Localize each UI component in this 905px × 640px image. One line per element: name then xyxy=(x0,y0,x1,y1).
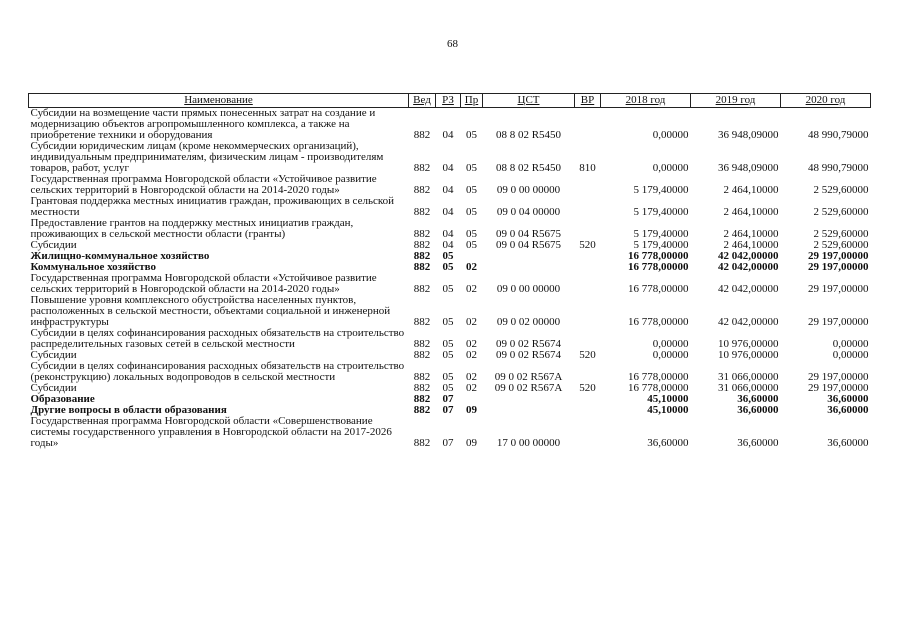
header-cst: ЦСТ xyxy=(483,94,575,108)
cell-pr: 05 xyxy=(466,206,477,218)
cell-pr: 05 xyxy=(466,162,477,174)
cell-2018: 0,00000 xyxy=(652,349,689,361)
cell-rz: 05 xyxy=(442,261,454,273)
cell-2018: 45,10000 xyxy=(647,404,689,416)
cell-vr xyxy=(575,416,601,449)
cell-name: Другие вопросы в области образования xyxy=(30,404,227,416)
cell-name: Государственная программа Новгородской области «Устойчивое развитие сельских территорий в Новгородской области на 2014-2020 годы» xyxy=(30,173,377,196)
cell-2019: 31 066,00000 xyxy=(718,371,779,383)
cell-name: Субсидии в целях софинансирования расходных обязательств на строительство (реконструкцию) локальных водопроводов в сельской местности xyxy=(30,360,405,383)
cell-2018: 16 778,00000 xyxy=(628,316,689,328)
cell-name: Субсидии на возмещение части прямых понесенных затрат на создание и модернизацию объектов агропромышленного комплекса, а также на приобретение техники и оборудования xyxy=(30,107,376,141)
cell-cst xyxy=(483,251,575,262)
header-2019: 2019 год xyxy=(691,94,781,108)
cell-2018: 5 179,40000 xyxy=(633,228,689,240)
cell-name: Субсидии xyxy=(30,349,77,361)
cell-ved: 882 xyxy=(413,206,431,218)
cell-2020: 2 529,60000 xyxy=(813,206,869,218)
table-row xyxy=(29,141,871,174)
cell-rz: 04 xyxy=(442,228,454,240)
header-2020: 2020 год xyxy=(781,94,871,108)
cell-2020: 48 990,79000 xyxy=(808,129,869,141)
header-name: Наименование xyxy=(29,94,409,108)
cell-pr: 02 xyxy=(466,382,477,394)
cell-cst: 09 0 02 R5674 xyxy=(495,338,562,350)
cell-vr xyxy=(575,328,601,350)
cell-name: Субсидии юридическим лицам (кроме некоммерческих организаций), индивидуальным предпринимателям, физическим лицам - производителям товаров, работ, услуг xyxy=(30,140,384,174)
cell-rz: 04 xyxy=(442,129,454,141)
cell-cst: 09 0 02 R567A xyxy=(494,382,563,394)
cell-cst xyxy=(483,394,575,405)
cell-2018: 0,00000 xyxy=(652,338,689,350)
cell-pr: 09 xyxy=(466,437,477,449)
cell-2019: 2 464,10000 xyxy=(723,228,779,240)
cell-2018: 0,00000 xyxy=(652,129,689,141)
cell-rz: 04 xyxy=(442,206,454,218)
cell-rz: 05 xyxy=(442,338,454,350)
cell-2019: 36,60000 xyxy=(737,437,779,449)
cell-pr: 02 xyxy=(466,261,477,273)
cell-cst: 09 0 02 00000 xyxy=(496,316,561,328)
cell-2020: 36,60000 xyxy=(827,393,869,405)
page-number: 68 xyxy=(447,38,458,50)
cell-name: Коммунальное хозяйство xyxy=(30,261,157,273)
cell-2020: 2 529,60000 xyxy=(813,228,869,240)
cell-2020: 48 990,79000 xyxy=(808,162,869,174)
cell-2020: 29 197,00000 xyxy=(808,382,869,394)
cell-2020: 29 197,00000 xyxy=(808,250,869,262)
cell-rz: 05 xyxy=(442,316,454,328)
cell-ved: 882 xyxy=(413,129,431,141)
cell-name: Субсидии xyxy=(30,382,77,394)
cell-rz: 05 xyxy=(442,283,454,295)
cell-2019: 31 066,00000 xyxy=(718,382,779,394)
cell-2018: 36,60000 xyxy=(647,437,689,449)
cell-2020: 0,00000 xyxy=(832,338,869,350)
cell-name: Субсидии xyxy=(30,239,77,251)
cell-name: Государственная программа Новгородской области «Устойчивое развитие сельских территорий в Новгородской области на 2014-2020 годы» xyxy=(30,272,377,295)
cell-vr xyxy=(575,273,601,295)
cell-vr xyxy=(575,251,601,262)
cell-rz: 05 xyxy=(442,250,454,262)
cell-cst: 17 0 00 00000 xyxy=(496,437,561,449)
cell-name: Образование xyxy=(30,393,95,405)
cell-2019: 42 042,00000 xyxy=(718,283,779,295)
table-row xyxy=(29,295,871,328)
cell-pr: 05 xyxy=(466,239,477,251)
cell-pr: 02 xyxy=(466,316,477,328)
header-ved: Вед xyxy=(409,94,436,108)
table-row xyxy=(29,361,871,383)
cell-cst: 08 8 02 R5450 xyxy=(495,162,562,174)
cell-2019: 36 948,09000 xyxy=(718,162,779,174)
cell-cst xyxy=(483,262,575,273)
cell-2020: 29 197,00000 xyxy=(808,261,869,273)
table-row xyxy=(29,218,871,240)
cell-2018: 5 179,40000 xyxy=(633,239,689,251)
cell-2020: 2 529,60000 xyxy=(813,239,869,251)
cell-pr: 05 xyxy=(466,129,477,141)
cell-2018: 16 778,00000 xyxy=(628,371,689,383)
cell-2020: 36,60000 xyxy=(827,437,869,449)
cell-ved: 882 xyxy=(413,228,431,240)
cell-cst: 09 0 00 00000 xyxy=(496,184,561,196)
cell-cst: 09 0 00 00000 xyxy=(496,283,561,295)
cell-ved: 882 xyxy=(413,283,431,295)
cell-2019: 10 976,00000 xyxy=(718,338,779,350)
cell-rz: 04 xyxy=(442,184,454,196)
cell-rz: 04 xyxy=(442,162,454,174)
cell-cst: 09 0 04 R5675 xyxy=(495,239,562,251)
table-row xyxy=(29,328,871,350)
cell-rz: 05 xyxy=(442,371,454,383)
cell-vr xyxy=(575,108,601,142)
cell-rz: 07 xyxy=(442,393,454,405)
cell-name: Повышение уровня комплексного обустройства населенных пунктов, расположенных в сельской местности, объектами социальной и инженерной инфраструктуры xyxy=(30,294,391,328)
cell-vr: 520 xyxy=(579,239,596,251)
cell-2019: 10 976,00000 xyxy=(718,349,779,361)
cell-name: Грантовая поддержка местных инициатив граждан, проживающих в сельской местности xyxy=(30,195,395,218)
cell-ved: 882 xyxy=(413,437,431,449)
cell-rz: 07 xyxy=(442,404,454,416)
table-row xyxy=(29,416,871,449)
table-row xyxy=(29,108,871,142)
cell-vr xyxy=(575,361,601,383)
cell-rz: 05 xyxy=(442,349,454,361)
header-pr: Пр xyxy=(461,94,483,108)
cell-rz: 07 xyxy=(442,437,454,449)
cell-rz: 04 xyxy=(442,239,454,251)
cell-2018: 16 778,00000 xyxy=(628,261,689,273)
cell-2018: 5 179,40000 xyxy=(633,206,689,218)
cell-ved: 882 xyxy=(413,371,431,383)
cell-vr xyxy=(575,196,601,218)
cell-2019: 2 464,10000 xyxy=(723,184,779,196)
cell-rz: 05 xyxy=(442,382,454,394)
header-2018: 2018 год xyxy=(601,94,691,108)
cell-ved: 882 xyxy=(413,393,431,405)
cell-2020: 29 197,00000 xyxy=(808,371,869,383)
cell-2018: 45,10000 xyxy=(647,393,689,405)
table-body xyxy=(29,108,871,450)
cell-pr: 02 xyxy=(466,283,477,295)
cell-vr xyxy=(575,405,601,416)
cell-2019: 2 464,10000 xyxy=(723,206,779,218)
cell-2019: 42 042,00000 xyxy=(718,316,779,328)
cell-pr: 05 xyxy=(466,184,477,196)
cell-name: Жилищно-коммунальное хозяйство xyxy=(30,250,210,262)
budget-table xyxy=(28,93,871,449)
cell-vr xyxy=(575,295,601,328)
cell-name: Государственная программа Новгородской области «Совершенствование системы государственного управления в Новгородской области на 2017-2026 годы» xyxy=(30,415,392,449)
cell-2018: 16 778,00000 xyxy=(628,382,689,394)
header-rz: РЗ xyxy=(436,94,461,108)
cell-name: Предоставление грантов на поддержку местных инициатив граждан, проживающих в сельской местности области (гранты) xyxy=(30,217,354,240)
cell-2019: 36,60000 xyxy=(737,404,779,416)
cell-2018: 16 778,00000 xyxy=(628,250,689,262)
cell-ved: 882 xyxy=(413,338,431,350)
cell-pr: 02 xyxy=(466,338,477,350)
cell-2020: 29 197,00000 xyxy=(808,316,869,328)
cell-cst xyxy=(483,405,575,416)
cell-vr xyxy=(575,394,601,405)
cell-vr: 520 xyxy=(579,349,596,361)
cell-2019: 42 042,00000 xyxy=(718,250,779,262)
cell-2018: 0,00000 xyxy=(652,162,689,174)
cell-2020: 2 529,60000 xyxy=(813,184,869,196)
cell-ved: 882 xyxy=(413,162,431,174)
table-row xyxy=(29,196,871,218)
cell-vr: 810 xyxy=(579,162,596,174)
cell-pr: 05 xyxy=(466,228,477,240)
cell-2020: 0,00000 xyxy=(832,349,869,361)
cell-pr: 09 xyxy=(466,404,477,416)
cell-ved: 882 xyxy=(413,349,431,361)
table-header-row xyxy=(29,94,871,108)
cell-2019: 36,60000 xyxy=(737,393,779,405)
cell-ved: 882 xyxy=(413,261,431,273)
header-vr: ВР xyxy=(575,94,601,108)
cell-2019: 36 948,09000 xyxy=(718,129,779,141)
cell-2019: 2 464,10000 xyxy=(723,239,779,251)
cell-ved: 882 xyxy=(413,316,431,328)
cell-ved: 882 xyxy=(413,404,431,416)
cell-2020: 36,60000 xyxy=(827,404,869,416)
cell-2018: 16 778,00000 xyxy=(628,283,689,295)
cell-2018: 5 179,40000 xyxy=(633,184,689,196)
cell-name: Субсидии в целях софинансирования расходных обязательств на строительство распределительных газовых сетей в сельской местности xyxy=(30,327,405,350)
cell-pr: 02 xyxy=(466,349,477,361)
cell-vr xyxy=(575,174,601,196)
cell-cst: 09 0 02 R5674 xyxy=(495,349,562,361)
cell-ved: 882 xyxy=(413,382,431,394)
cell-ved: 882 xyxy=(413,239,431,251)
cell-2019: 42 042,00000 xyxy=(718,261,779,273)
cell-cst: 09 0 04 R5675 xyxy=(495,228,562,240)
cell-vr xyxy=(575,262,601,273)
cell-cst: 08 8 02 R5450 xyxy=(495,129,562,141)
cell-cst: 09 0 02 R567A xyxy=(494,371,563,383)
cell-cst: 09 0 04 00000 xyxy=(496,206,561,218)
cell-pr: 02 xyxy=(466,371,477,383)
table-row xyxy=(29,174,871,196)
table-row xyxy=(29,273,871,295)
cell-2020: 29 197,00000 xyxy=(808,283,869,295)
cell-ved: 882 xyxy=(413,250,431,262)
cell-vr: 520 xyxy=(579,382,596,394)
cell-vr xyxy=(575,218,601,240)
cell-ved: 882 xyxy=(413,184,431,196)
